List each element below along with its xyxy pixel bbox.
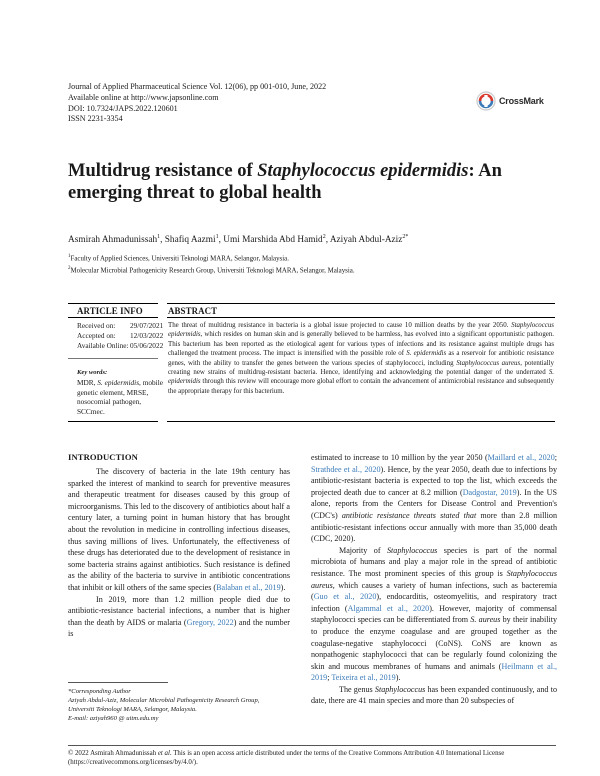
article-title bbox=[68, 160, 538, 204]
keywords bbox=[77, 368, 169, 416]
author-separator: , bbox=[218, 235, 224, 246]
citation-link[interactable]: Dadgostar, 2019 bbox=[462, 487, 517, 497]
divider bbox=[68, 358, 158, 359]
date-label: Accepted on: bbox=[77, 331, 116, 341]
abstract-heading: ABSTRACT bbox=[168, 306, 218, 316]
intro-right-column bbox=[311, 452, 557, 707]
article-dates bbox=[77, 321, 163, 352]
crossmark-icon bbox=[476, 91, 496, 111]
title-italic: Staphylococcus epidermidis bbox=[257, 161, 469, 181]
citation-link[interactable]: Balaban et al., 2019 bbox=[216, 582, 281, 592]
abstract-text: through this review will encourage more global effort to contain the advancement of antimicrobial resistance and subsequently the appropriate therapy for this bacterium. bbox=[168, 378, 554, 395]
paragraph bbox=[311, 452, 557, 545]
citation-link[interactable]: Algammal et al., 2020 bbox=[347, 603, 430, 613]
body-text: ). bbox=[280, 582, 286, 592]
introduction-heading: INTRODUCTION bbox=[68, 452, 138, 462]
footer-text: . This is an open access article distributed under the terms of the Creative Commons Attribution 4.0 International License bbox=[169, 750, 505, 757]
divider bbox=[167, 317, 555, 318]
journal-header bbox=[68, 82, 326, 125]
divider bbox=[68, 317, 158, 318]
body-text: ) and the number is bbox=[68, 617, 290, 639]
online-row bbox=[77, 341, 163, 351]
corresponding-label: *Corresponding Author bbox=[68, 688, 131, 695]
corresponding-line: Aziyah Abdul-Aziz, Molecular Microbial Pathogenicity Research Group, bbox=[68, 697, 260, 704]
affil-text: Molecular Microbial Pathogenicity Research Group, Universiti Teknologi MARA, Selangor, Malaysia. bbox=[70, 267, 355, 274]
author-list bbox=[68, 234, 408, 245]
crossmark-label: CrossMark bbox=[499, 96, 544, 106]
citation-link[interactable]: Gregory, 2022 bbox=[186, 617, 234, 627]
body-text: ; bbox=[554, 453, 557, 462]
author-affil-sup: 2* bbox=[402, 234, 409, 240]
body-text: estimated to increase to 10 million by the year 2050 ( bbox=[311, 453, 488, 462]
abstract-italic: Staphylococcus epidermidis bbox=[168, 322, 554, 339]
author-separator: , bbox=[160, 235, 165, 246]
author-name: Aziyah Abdul-Aziz bbox=[329, 235, 403, 246]
author-name: Shafiq Aazmi bbox=[164, 235, 216, 246]
paragraph bbox=[68, 466, 290, 594]
abstract-italic: Staphylococcus aureus bbox=[456, 359, 521, 367]
date-value: 12/03/2022 bbox=[130, 331, 164, 341]
affil-text: Faculty of Applied Sciences, Universiti Teknologi MARA, Selangor, Malaysia. bbox=[70, 255, 289, 263]
citation-link[interactable]: Strathdee et al., 2020 bbox=[311, 464, 381, 474]
license-url[interactable]: (https://creativecommons.org/licenses/by/4.0/). bbox=[68, 759, 198, 767]
article-info-heading: ARTICLE INFO bbox=[77, 306, 143, 316]
citation-link[interactable]: Guo et al., 2020 bbox=[313, 592, 377, 602]
body-text: more than 2.8 million antibiotic-resistant infections occur annually with more than 35,000 death (CDC, 2020). bbox=[311, 510, 557, 544]
license-line bbox=[68, 749, 538, 758]
body-text: Majority of bbox=[339, 545, 387, 555]
license-footer bbox=[68, 749, 538, 768]
body-text: ). However, majority of commensal staphylococci species can be differentiated from bbox=[311, 603, 558, 625]
citation-link[interactable]: Teixeira et al., 2019 bbox=[331, 673, 396, 683]
accepted-row bbox=[77, 331, 163, 341]
body-text: species is part of the normal microbiota of humans and play a major role in the spread of antibiotic resistance. The most prominent species of this group is bbox=[311, 545, 557, 578]
intro-left-column bbox=[68, 466, 290, 640]
abstract-text: The threat of multidrug resistance in bacteria is a global issue projected to cause 10 million deaths by the year 2050. bbox=[168, 322, 512, 329]
title-part: : An emerging threat to global health bbox=[68, 161, 502, 203]
body-text: The genus bbox=[339, 684, 375, 694]
divider bbox=[68, 303, 158, 304]
author-separator: , bbox=[325, 235, 330, 246]
body-italic: antibiotic resistance threats stated that bbox=[341, 510, 477, 520]
author-name: Asmirah Ahmadunissah bbox=[68, 235, 158, 246]
corresponding-email[interactable]: E-mail: aziyah960 @ uitm.edu.my bbox=[68, 715, 159, 722]
keywords-heading: Key words: bbox=[77, 369, 108, 376]
date-label: Available Online: bbox=[77, 341, 129, 351]
keyword-italic: S. epidermidis bbox=[97, 378, 140, 388]
affil-sup: 2 bbox=[68, 265, 71, 271]
corresponding-line: Universiti Teknologi MARA, Selangor, Malaysia. bbox=[68, 706, 197, 713]
crossmark-logo[interactable] bbox=[476, 90, 556, 112]
paragraph bbox=[311, 545, 557, 684]
author-affil-sup: 2 bbox=[322, 234, 326, 240]
affil-sup: 1 bbox=[68, 254, 71, 259]
body-italic: Staphylococcus bbox=[386, 545, 438, 555]
title-part: Multidrug resistance of bbox=[68, 161, 258, 181]
body-italic: S. aureus bbox=[470, 615, 501, 625]
date-value: 29/07/2021 bbox=[130, 321, 164, 330]
author-name: Umi Marshida Abd Hamid bbox=[223, 235, 323, 246]
author-affil-sup: 1 bbox=[215, 234, 219, 240]
issn: ISSN 2231-3354 bbox=[68, 114, 123, 124]
keyword-text: , mobile genetic element, MRSE, nosocomial pathogen, SCCmec. bbox=[77, 378, 163, 416]
divider bbox=[167, 421, 555, 422]
body-text: In 2019, more than 1.2 million people died due to antibiotic-resistance bacterial infections, a number that is higher than the death by AIDS or malaria ( bbox=[68, 594, 290, 627]
abstract-text: as a reservoir for antibiotic resistance genes, with the ability to transfer the genes between the various species of staphylococci, including bbox=[168, 350, 554, 367]
date-value: 05/06/2022 bbox=[130, 341, 164, 351]
date-label: Received on: bbox=[77, 321, 116, 330]
keywords-list bbox=[77, 378, 169, 416]
footer-text: © 2022 Asmirah Ahmadunissah bbox=[68, 750, 158, 757]
body-text: ), endocarditis, osteomyelitis, and respiratory tract infection ( bbox=[311, 592, 557, 613]
body-italic: Staphylococcus bbox=[374, 684, 426, 694]
corresponding-author bbox=[68, 687, 259, 723]
divider bbox=[68, 421, 158, 422]
abstract-italic: S. epidermidis bbox=[406, 350, 447, 358]
body-text: , which causes a variety of human infections, such as bacteremia ( bbox=[311, 580, 557, 602]
paragraph bbox=[311, 684, 557, 707]
divider bbox=[68, 682, 168, 683]
affiliations bbox=[68, 252, 355, 275]
citation-link[interactable]: Heilmann et al., 2019 bbox=[311, 661, 558, 683]
body-text: has been expanded continuously, and to date, there are 41 main species and more than 20 subspecies of bbox=[311, 684, 558, 706]
citation-link[interactable]: Maillard et al., 2020 bbox=[487, 453, 555, 462]
abstract-body bbox=[168, 321, 554, 396]
affiliation-1 bbox=[68, 252, 355, 264]
paragraph bbox=[68, 594, 290, 640]
body-text: The discovery of bacteria in the late 19th century has sparked the interest of mankind to search for preventive measures and therapeutic treatment for diseases caused by this group of microorganisms. This led to the discovery of antibiotics about half a century later, a turning point in human history that has brought about the revolution in medicine in controlling infectious diseases, thus saving millions of lives. Unfortunately, the effectiveness of these drugs has deteriorated due to the development of resistance in some bacteria strains against antibiotics. Such resistance is defined as the ability of the bacteria to survive in antibiotic concentrations that inhibit or kill others of the same species ( bbox=[68, 467, 290, 592]
keyword-text: MDR, bbox=[77, 378, 98, 388]
author-affil-sup: 1 bbox=[157, 234, 161, 240]
doi[interactable]: DOI: 10.7324/JAPS.2022.120601 bbox=[68, 103, 178, 113]
body-text: ). bbox=[395, 673, 401, 683]
body-text: ). In the US alone, reports from the Centers for Disease Control and Prevention's (CDC's) bbox=[311, 487, 557, 520]
abstract-text: , potentially creating new strains of multidrug-resistant bacteria. Hence, identifying and acknowledging the potential danger of the underrated bbox=[168, 359, 554, 377]
journal-citation: Journal of Applied Pharmaceutical Science Vol. 12(06), pp 001-010, June, 2022 bbox=[68, 82, 327, 91]
journal-url[interactable]: Available online at http://www.japsonline.com bbox=[68, 92, 219, 102]
body-text: by their inability to produce the enzyme coagulase and are grouped together as the coagulase-negative staphylococci (CoNS). CoNS are known as nonpathogenic staphylococci that can be regularly found colonizing the skin and mucous membranes of humans and animals ( bbox=[311, 615, 558, 671]
body-italic: Staphylococcus aureus bbox=[311, 568, 557, 590]
body-text: ). Hence, by the year 2050, death due to infections by antibiotic-resistant bacteria is expected to top the list, which exceeds the projected death due to cancer at 8.2 million ( bbox=[311, 464, 557, 497]
abstract-italic: S. epidermidis bbox=[168, 369, 554, 386]
footer-italic: et al bbox=[157, 750, 170, 757]
body-text: ; bbox=[327, 673, 332, 683]
divider bbox=[167, 303, 555, 304]
abstract-text: , which resides on human skin and is generally believed to be harmless, has evolved into a significant opportunistic pathogen. This bacterium has been reported as the etiological agent for various types of infections and its resistance against multiple drugs has challenged the treatment process. The impact is intensified with the possible role of bbox=[168, 331, 554, 358]
divider bbox=[68, 745, 556, 746]
affiliation-2 bbox=[68, 264, 355, 276]
received-row bbox=[77, 321, 163, 331]
